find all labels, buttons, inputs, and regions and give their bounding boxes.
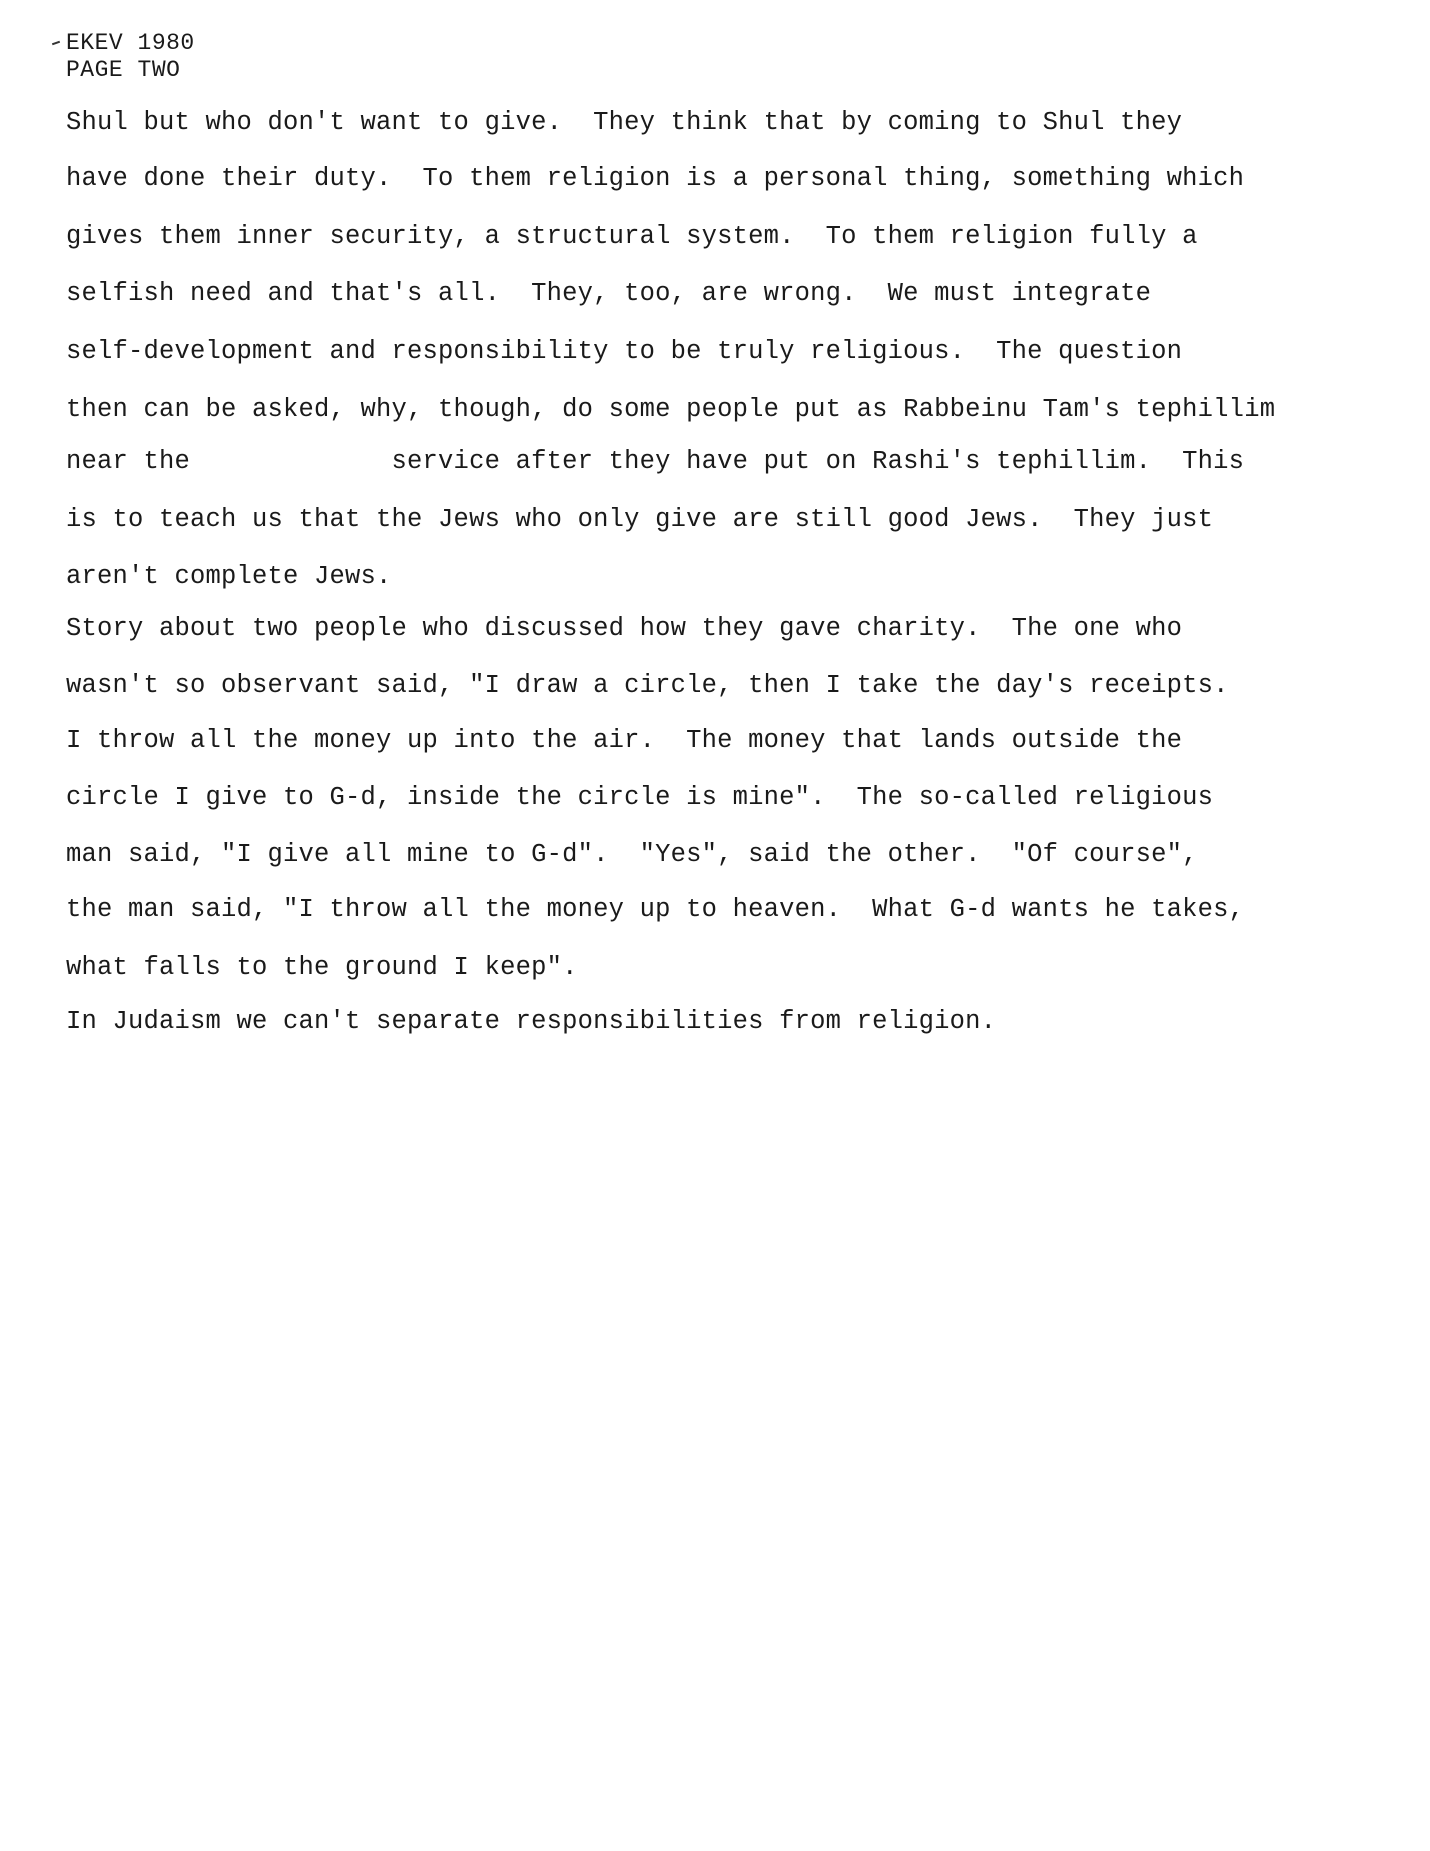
text-line: circle I give to G-d, inside the circle is mine". The so-called religious [66,783,1214,812]
text-line: gives them inner security, a structural system. To them religion fully a [66,222,1198,251]
text-line: then can be asked, why, though, do some people put as Rabbeinu Tam's tephillim [66,395,1276,424]
text-line: Shul but who don't want to give. They think that by coming to Shul they [66,108,1183,137]
text-line: near the service after they have put on Rashi's tephillim. This [66,447,1245,476]
text-line: man said, "I give all mine to G-d". "Yes", said the other. "Of course", [66,840,1198,869]
text-line: is to teach us that the Jews who only give are still good Jews. They just [66,505,1214,534]
text-line: what falls to the ground I keep". [66,953,578,982]
text-line: have done their duty. To them religion is a personal thing, something which [66,164,1245,193]
text-line: aren't complete Jews. [66,562,392,591]
text-line: self-development and responsibility to be truly religious. The question [66,337,1183,366]
page-header [66,30,195,84]
header-title: EKEV 1980 [66,30,195,56]
text-line: Story about two people who discussed how they gave charity. The one who [66,614,1183,643]
header-page-number: PAGE TWO [66,57,181,83]
text-line: In Judaism we can't separate responsibilities from religion. [66,1007,997,1036]
text-line: wasn't so observant said, "I draw a circle, then I take the day's receipts. [66,671,1229,700]
text-line: I throw all the money up into the air. The money that lands outside the [66,726,1183,755]
text-line: selfish need and that's all. They, too, are wrong. We must integrate [66,279,1152,308]
text-line: the man said, "I throw all the money up to heaven. What G-d wants he takes, [66,895,1245,924]
margin-mark [52,41,60,46]
